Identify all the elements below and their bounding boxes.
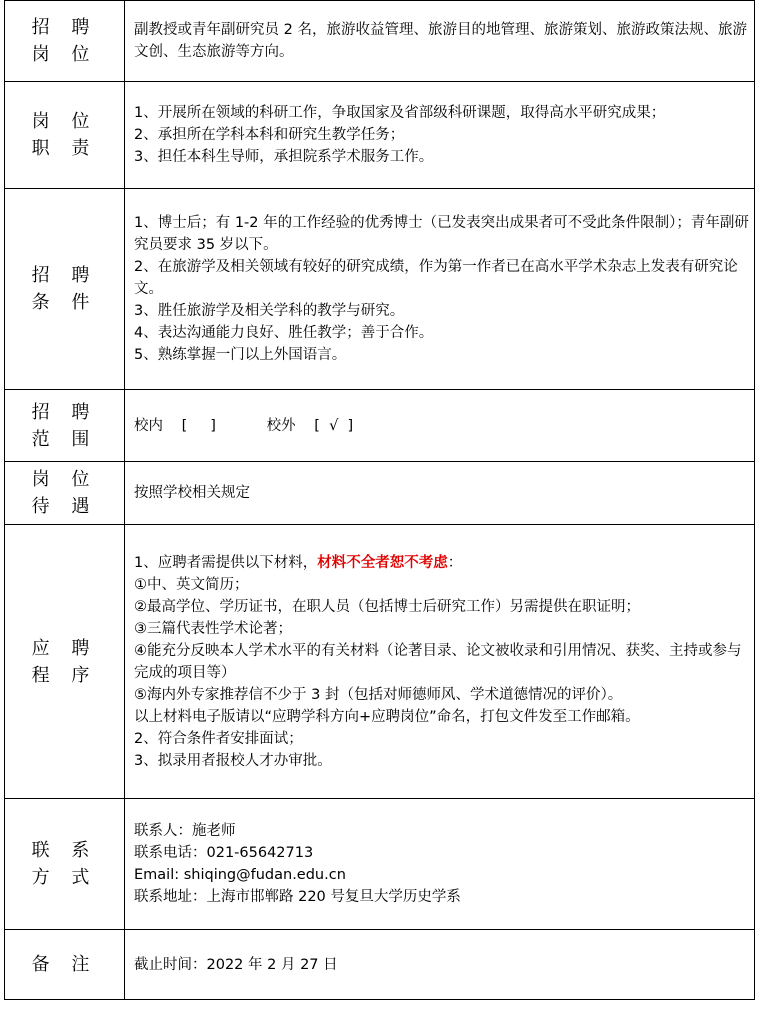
procedure-item: ①中、英文简历；	[134, 576, 249, 593]
scope-external-label: 校外	[266, 417, 296, 434]
label-duties: 岗 位 职 责	[5, 82, 125, 189]
content-treatment	[125, 462, 755, 525]
label-requirements: 招 聘 条 件	[5, 189, 125, 390]
procedure-item: 以上材料电子版请以“应聘学科方向+应聘岗位”命名，打包文件发至工作邮箱。	[134, 708, 640, 725]
content-scope	[125, 390, 755, 462]
row-position	[5, 1, 755, 82]
content-contact	[125, 799, 755, 930]
procedure-item: ②最高学位、学历证书，在职人员（包括博士后研究工作）另需提供在职证明；	[134, 598, 640, 615]
row-duties	[5, 82, 755, 189]
contact-phone: 联系电话：021-65642713	[134, 845, 314, 861]
duty-item: 1、开展所在领域的科研工作，争取国家及省部级科研课题，取得高水平研究成果；	[134, 105, 666, 121]
duty-item: 2、承担所在学科本科和研究生教学任务；	[134, 127, 405, 143]
row-requirements	[5, 189, 755, 390]
scope-internal-checkbox: [ ]	[181, 417, 216, 434]
procedure-item: 2、符合条件者安排面试；	[134, 730, 303, 747]
row-treatment	[5, 462, 755, 525]
scope-internal-label: 校内	[134, 417, 163, 434]
label-notes: 备 注	[5, 930, 125, 1000]
label-scope: 招 聘 范 围	[5, 390, 125, 462]
row-contact	[5, 799, 755, 930]
position-text: 副教授或青年副研究员 2 名，旅游收益管理、旅游目的地管理、旅游策划、旅游政策法规、旅游文创、生态旅游等方向。	[134, 22, 747, 60]
contact-email: Email: shiqing@fudan.edu.cn	[134, 867, 346, 883]
row-procedure	[5, 525, 755, 799]
scope-external-checkbox: [ √ ]	[314, 417, 354, 434]
procedure-item: ④能充分反映本人学术水平的有关材料（论著目录、论文被收录和引用情况、获奖、主持或参与完成的项目等）	[134, 642, 742, 681]
content-requirements	[125, 189, 755, 390]
requirement-item: 3、胜任旅游学及相关学科的教学与研究。	[134, 303, 405, 319]
contact-address: 联系地址：上海市邯郸路 220 号复旦大学历史学系	[134, 889, 461, 905]
procedure-item: 3、拟录用者报校人才办审批。	[134, 752, 332, 769]
label-procedure: 应 聘 程 序	[5, 525, 125, 799]
warning-text: 材料不全者恕不考虑	[317, 554, 448, 571]
row-notes	[5, 930, 755, 1000]
content-procedure	[125, 525, 755, 799]
requirement-item: 2、在旅游学及相关领域有较好的研究成绩，作为第一作者已在高水平学术杂志上发表有研究论文。	[134, 259, 738, 297]
row-scope	[5, 390, 755, 462]
procedure-item: ⑤海内外专家推荐信不少于 3 封（包括对师德师风、学术道德情况的评价）。	[134, 686, 623, 703]
requirement-item: 4、表达沟通能力良好、胜任教学；善于合作。	[134, 325, 434, 341]
label-contact: 联 系 方 式	[5, 799, 125, 930]
label-treatment: 岗 位 待 遇	[5, 462, 125, 525]
label-position: 招 聘 岗 位	[5, 1, 125, 82]
procedure-item: ③三篇代表性学术论著；	[134, 620, 292, 637]
treatment-text: 按照学校相关规定	[134, 485, 250, 501]
contact-person: 联系人：施老师	[134, 823, 236, 839]
deadline-text: 截止时间：2022 年 2 月 27 日	[134, 956, 338, 973]
requirement-item: 1、博士后；有 1-2 年的工作经验的优秀博士（已发表突出成果者可不受此条件限制）；青年副研究员要求 35 岁以下。	[134, 215, 749, 253]
procedure-intro: 1、应聘者需提供以下材料，材料不全者恕不考虑：	[134, 554, 463, 571]
content-position	[125, 1, 755, 82]
recruitment-table	[4, 0, 755, 1000]
duty-item: 3、担任本科生导师，承担院系学术服务工作。	[134, 149, 434, 165]
content-duties	[125, 82, 755, 189]
content-notes	[125, 930, 755, 1000]
requirement-item: 5、熟练掌握一门以上外国语言。	[134, 347, 347, 363]
